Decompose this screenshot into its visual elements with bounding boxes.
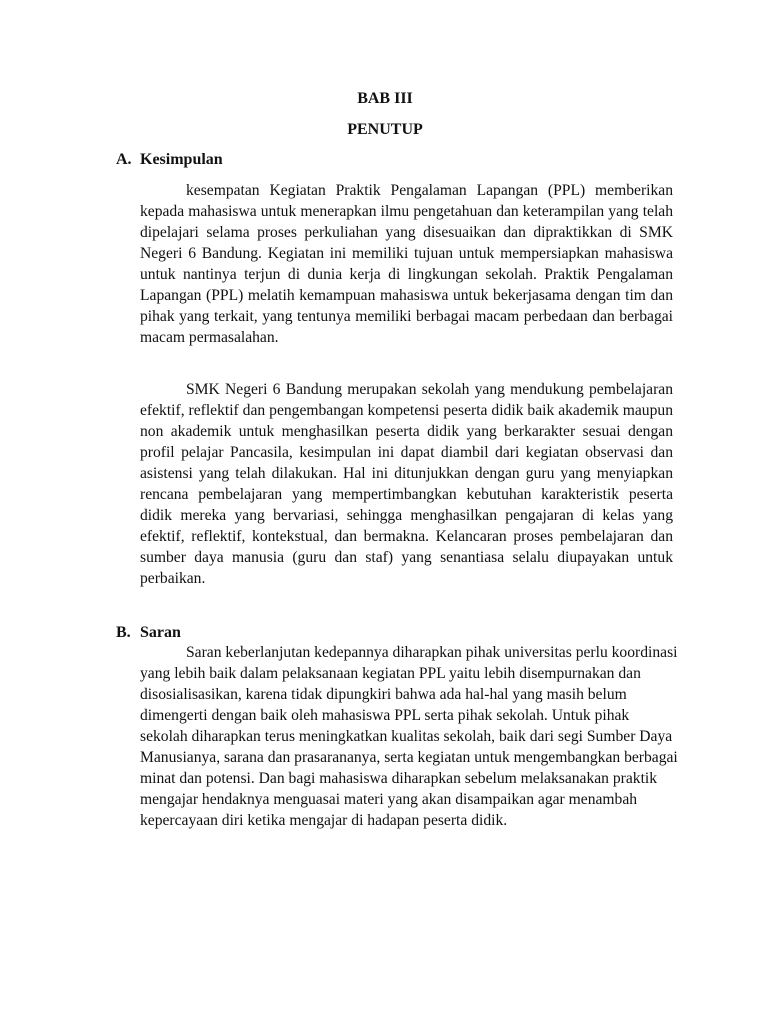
section-heading-kesimpulan: [116, 150, 223, 170]
chapter-title: PENUTUP: [347, 121, 423, 138]
section-heading-saran: [116, 623, 181, 643]
paragraph-saran-1: Saran keberlanjutan kedepannya diharapkan pihak universitas perlu koordinasi yang lebih baik dalam pelaksanaan kegiatan PPL yaitu lebih disempurnakan dan disosialisasikan, karena tidak dipungkiri bahwa ada hal-hal yang masih belum dimengerti dengan baik oleh mahasiswa PPL serta pihak sekolah. Untuk pihak sekolah diharapkan terus meningkatkan kualitas sekolah, baik dari segi Sumber Daya Manusianya, sarana dan prasarananya, serta kegiatan untuk mengembangkan berbagai minat dan potensi. Dan bagi mahasiswa diharapkan sebelum melaksanakan praktik mengajar hendaknya menguasai materi yang akan disampaikan agar menambah kepercayaan diri ketika mengajar di hadapan peserta didik.: [140, 644, 678, 829]
section-title: Saran: [140, 624, 181, 641]
section-title: Kesimpulan: [140, 151, 223, 168]
section-number: B.: [116, 624, 131, 641]
chapter-number: BAB III: [357, 90, 413, 107]
paragraph-kesimpulan-1: kesempatan Kegiatan Praktik Pengalaman Lapangan (PPL) memberikan kepada mahasiswa untuk menerapkan ilmu pengetahuan dan keterampilan yang telah dipelajari selama proses perkuliahan yang disesuaikan dan dipraktikkan di SMK Negeri 6 Bandung. Kegiatan ini memiliki tujuan untuk mempersiapkan mahasiswa untuk nantinya terjun di dunia kerja di lingkungan sekolah. Praktik Pengalaman Lapangan (PPL) melatih kemampuan mahasiswa untuk bekerjasama dengan tim dan pihak yang terkait, yang tentunya memiliki berbagai macam perbedaan dan berbagai macam permasalahan.: [140, 182, 673, 346]
paragraph-kesimpulan-2: SMK Negeri 6 Bandung merupakan sekolah yang mendukung pembelajaran efektif, reflektif dan pengembangan kompetensi peserta didik baik akademik maupun non akademik untuk menghasilkan peserta didik yang berkarakter sesuai dengan profil pelajar Pancasila, kesimpulan ini dapat diambil dari kegiatan observasi dan asistensi yang telah dilakukan. Hal ini ditunjukkan dengan guru yang menyiapkan rencana pembelajaran yang mempertimbangkan kebutuhan karakteristik peserta didik mereka yang bervariasi, sehingga menghasilkan pengajaran di kelas yang efektif, reflektif, kontekstual, dan bermakna. Kelancaran proses pembelajaran dan sumber daya manusia (guru dan staf) yang senantiasa selalu diupayakan untuk perbaikan.: [140, 381, 673, 587]
section-number: A.: [116, 151, 132, 168]
